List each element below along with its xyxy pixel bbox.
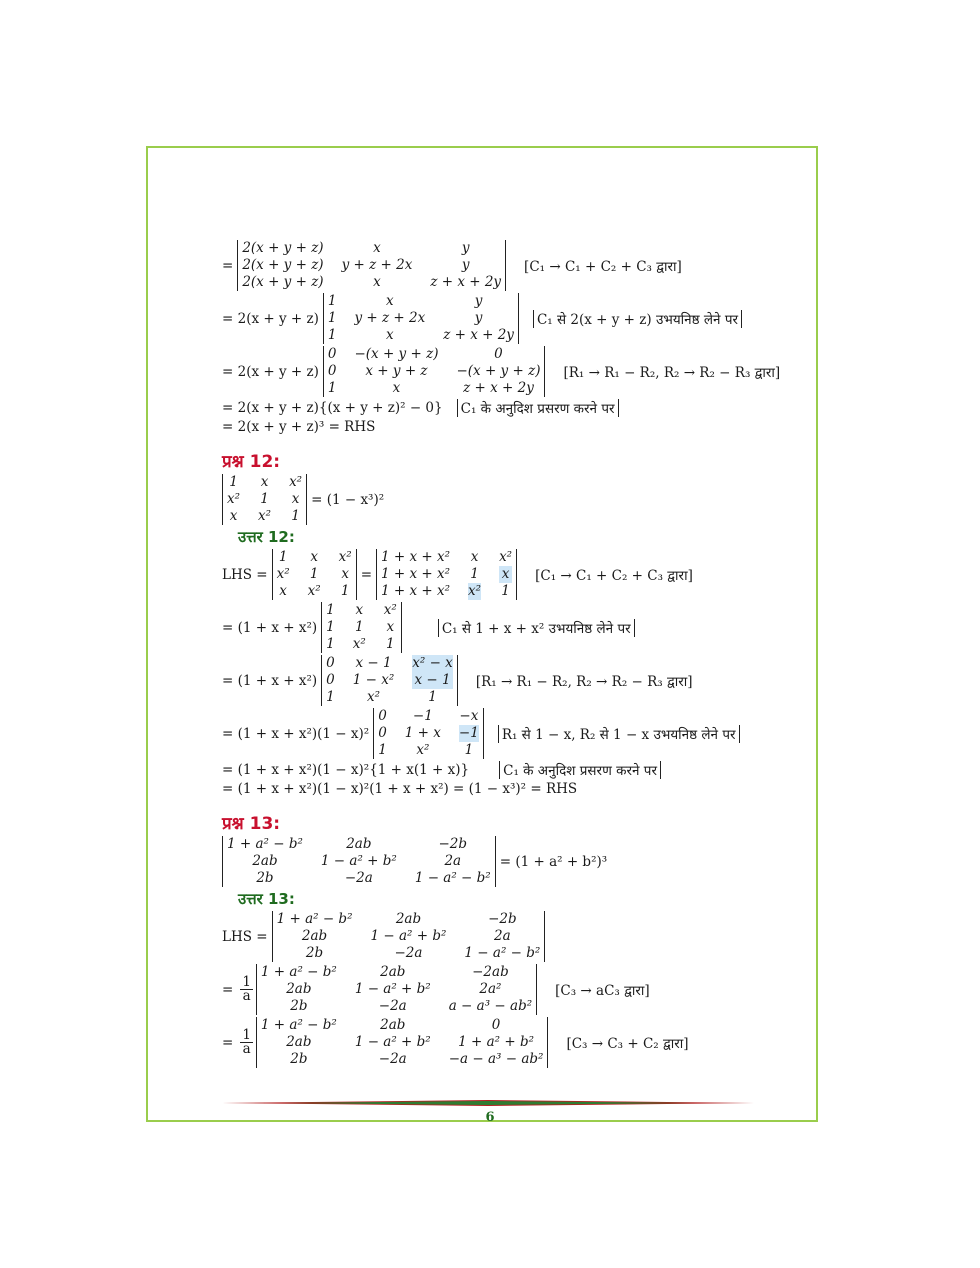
operation-note: C₁ के अनुदिश प्रसरण करने पर <box>457 399 619 417</box>
determinant: 1 x x² x² 1 x x x² 1 <box>222 474 307 525</box>
operation-note: [C₁ → C₁ + C₂ + C₃ द्वारा] <box>524 258 682 275</box>
answer-13-step-2: = $\frac{1}{a}$ 1 + a² − b² 2ab −2ab 2ab 1 − a² + b² 2a² 2b −2a a − a³ − ab² [C₃ → aC₃ द्वारा] <box>222 964 650 1014</box>
step-2: = 2(x + y + z) 1 x y 1 y + z + 2x y 1 x z + x + 2y C₁ से 2(x + y + z) उभयनिष्ठ लेने पर <box>222 293 782 344</box>
determinant: 1 x x² 1 1 x 1 x² 1 <box>321 602 402 653</box>
operation-note: [C₃ → C₃ + C₂ द्वारा] <box>566 1035 689 1052</box>
determinant: 1 + a² − b² 2ab 0 2ab 1 − a² + b² 1 + a² + b² 2b −2a −a − a³ − ab² <box>256 1017 549 1068</box>
question-13-heading: प्रश्न 13: <box>222 814 281 834</box>
operation-note: [R₁ → R₁ − R₂, R₂ → R₂ − R₃ द्वारा] <box>475 673 693 690</box>
determinant: 1 + a² − b² 2ab −2b 2ab 1 − a² + b² 2a 2b −2a 1 − a² − b² <box>222 836 496 887</box>
step-5: = 2(x + y + z)³ = RHS <box>222 419 376 435</box>
determinant: 1 + a² − b² 2ab −2ab 2ab 1 − a² + b² 2a² 2b −2a a − a³ − ab² <box>256 964 537 1015</box>
question-12-statement: 1 x x² x² 1 x x x² 1 = (1 − x³)² <box>222 474 782 525</box>
page-number: 6 <box>485 1110 495 1125</box>
fraction: $\frac{1}{a}$ <box>242 1027 251 1057</box>
answer-12-step-4: = (1 + x + x²)(1 − x)² 0 −1 −x 0 1 + x −1 1 x² 1 R₁ से 1 − x, R₂ से 1 − x उभयनिष्ठ लेने पर <box>222 708 782 759</box>
determinant: 1 x x² x² 1 x x x² 1 <box>272 549 357 600</box>
step-4: = 2(x + y + z){(x + y + z)² − 0} C₁ के अनुदिश प्रसरण करने पर <box>222 399 782 417</box>
operation-note: C₁ से 1 + x + x² उभयनिष्ठ लेने पर <box>438 619 635 637</box>
fraction: $\frac{1}{a}$ <box>242 974 251 1004</box>
footer-divider <box>222 1100 754 1106</box>
answer-13-heading: उत्तर 13: <box>238 890 295 908</box>
question-13-statement: 1 + a² − b² 2ab −2b 2ab 1 − a² + b² 2a 2b −2a 1 − a² − b² = (1 + a² + b²)³ <box>222 836 782 887</box>
determinant: 1 + a² − b² 2ab −2b 2ab 1 − a² + b² 2a 2b −2a 1 − a² − b² <box>272 911 546 962</box>
operation-note: R₁ से 1 − x, R₂ से 1 − x उभयनिष्ठ लेने पर <box>498 725 740 743</box>
question-12-heading: प्रश्न 12: <box>222 452 281 472</box>
page-content <box>222 238 782 1070</box>
determinant: 0 −(x + y + z) 0 0 x + y + z −(x + y + z) 1 x z + x + 2y <box>323 346 546 397</box>
operation-note: [R₁ → R₁ − R₂, R₂ → R₂ − R₃ द्वारा] <box>563 364 781 381</box>
operation-note: C₁ के अनुदिश प्रसरण करने पर <box>499 761 661 779</box>
determinant: 0 x − 1 x² − x 0 1 − x² x − 1 1 x² 1 <box>321 655 458 706</box>
answer-13-step-3: = $\frac{1}{a}$ 1 + a² − b² 2ab 0 2ab 1 − a² + b² 1 + a² + b² 2b −2a −a − a³ − ab² [C₃ → C₃ + C₂ द्वारा] <box>222 1017 689 1067</box>
answer-12-step-3: = (1 + x + x²) 0 x − 1 x² − x 0 1 − x² x − 1 1 x² 1 [R₁ → R₁ − R₂, R₂ → R₂ − R₃ द्वारा] <box>222 655 693 705</box>
answer-12-step-1: LHS = 1 x x² x² 1 x x x² 1 = 1 + x + x² x x² 1 + x + x² 1 x 1 + x + x² x² 1 [C₁ → C₁ + C₂ + C₃ द्वारा] <box>222 549 693 599</box>
determinant: 1 x y 1 y + z + 2x y 1 x z + x + 2y <box>323 293 519 344</box>
operation-note: C₁ से 2(x + y + z) उभयनिष्ठ लेने पर <box>533 310 742 328</box>
step-3: = 2(x + y + z) 0 −(x + y + z) 0 0 x + y + z −(x + y + z) 1 x z + x + 2y [R₁ → R₁ − R₂, R₂ → R₂ − R₃ द्वारा] <box>222 346 781 396</box>
answer-12-step-2: = (1 + x + x²) 1 x x² 1 1 x 1 x² 1 C₁ से 1 + x + x² उभयनिष्ठ लेने पर <box>222 602 782 653</box>
determinant: 1 + x + x² x x² 1 + x + x² 1 x 1 + x + x² x² 1 <box>376 549 517 600</box>
operation-note: [C₃ → aC₃ द्वारा] <box>555 982 650 999</box>
answer-13-step-1: LHS = 1 + a² − b² 2ab −2b 2ab 1 − a² + b² 2a 2b −2a 1 − a² − b² <box>222 911 782 962</box>
determinant: 2(x + y + z) x y 2(x + y + z) y + z + 2x y 2(x + y + z) x z + x + 2y <box>237 240 506 291</box>
answer-12-step-5: = (1 + x + x²)(1 − x)²{1 + x(1 + x)} C₁ के अनुदिश प्रसरण करने पर <box>222 761 782 779</box>
operation-note: [C₁ → C₁ + C₂ + C₃ द्वारा] <box>535 567 693 584</box>
step-1: = 2(x + y + z) x y 2(x + y + z) y + z + 2x y 2(x + y + z) x z + x + 2y [C₁ → C₁ + C₂ + C₃ द्वारा] <box>222 240 682 290</box>
determinant: 0 −1 −x 0 1 + x −1 1 x² 1 <box>373 708 484 759</box>
answer-12-step-6: = (1 + x + x²)(1 − x)²(1 + x + x²) = (1 − x³)² = RHS <box>222 781 578 797</box>
answer-12-heading: उत्तर 12: <box>238 528 295 546</box>
